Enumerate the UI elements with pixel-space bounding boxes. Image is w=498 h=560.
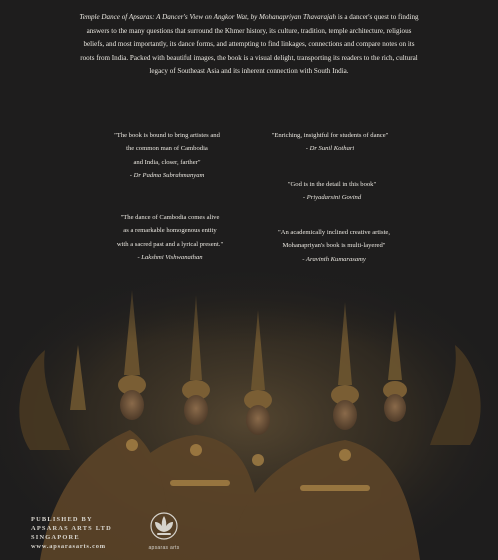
logo-text: apsaras arts <box>148 545 180 551</box>
quote-text: "The book is bound to bring artistes and the common man of Cambodia and India, closer, farther" <box>114 132 220 166</box>
publisher-name: APSARAS ARTS LTD <box>31 525 112 532</box>
quote-attribution: - Dr Padma Subrahmanyam <box>129 172 205 180</box>
publisher-location: SINGAPORE <box>31 534 80 541</box>
quote-text: "God is in the detail in this book" <box>287 181 377 188</box>
quote-sunil-kothari <box>244 129 416 156</box>
book-description-text: is a dancer's quest to finding answers to the many questions that surround the Khmer history, its culture, tradition, temple architecture, religious beliefs, and most importantly, its dance forms, and attempting to find linkages, connections and compare notes on its roots from India. Packed with beautiful images, the book is a visual delight, transporting its readers to the rich, cultural legacy of Southeast Asia and its inherent connection with South India. <box>80 13 419 76</box>
quote-text: "The dance of Cambodia comes alive as a remarkable homogenous entity with a sacred past and a lyrical present." <box>116 214 224 248</box>
quote-text: "An academically inclined creative artiste, Mohanapriyan's book is multi-layered" <box>278 229 390 250</box>
quote-attribution: - Dr Sunil Kothari <box>305 145 355 153</box>
book-description <box>76 11 422 79</box>
publisher-url: www.apsarasarts.com <box>31 543 106 550</box>
apsara-dancers-photo <box>0 250 498 560</box>
publisher-info <box>31 515 112 551</box>
apsaras-arts-logo <box>141 509 187 555</box>
lotus-emblem-icon <box>141 509 187 545</box>
quote-attribution: - Aravinth Kumarasamy <box>302 255 366 263</box>
quote-lakshmi-vishwanathan <box>82 211 258 265</box>
quote-priyadarsini-govind <box>249 178 415 205</box>
book-title: Temple Dance of Apsaras: A Dancer's View on Angkor Wat, by Mohanapriyan Thavarajah <box>79 13 337 21</box>
quote-attribution: - Priyadarsini Govind <box>302 194 362 202</box>
quote-aravinth-kumarasamy <box>246 226 422 266</box>
quote-attribution: - Lakshmi Vishwanathan <box>137 254 203 262</box>
quote-padma-subrahmanyam <box>82 129 252 183</box>
quote-text: "Enriching, insightful for students of dance" <box>271 132 389 139</box>
publisher-line: PUBLISHED BY <box>31 516 93 523</box>
